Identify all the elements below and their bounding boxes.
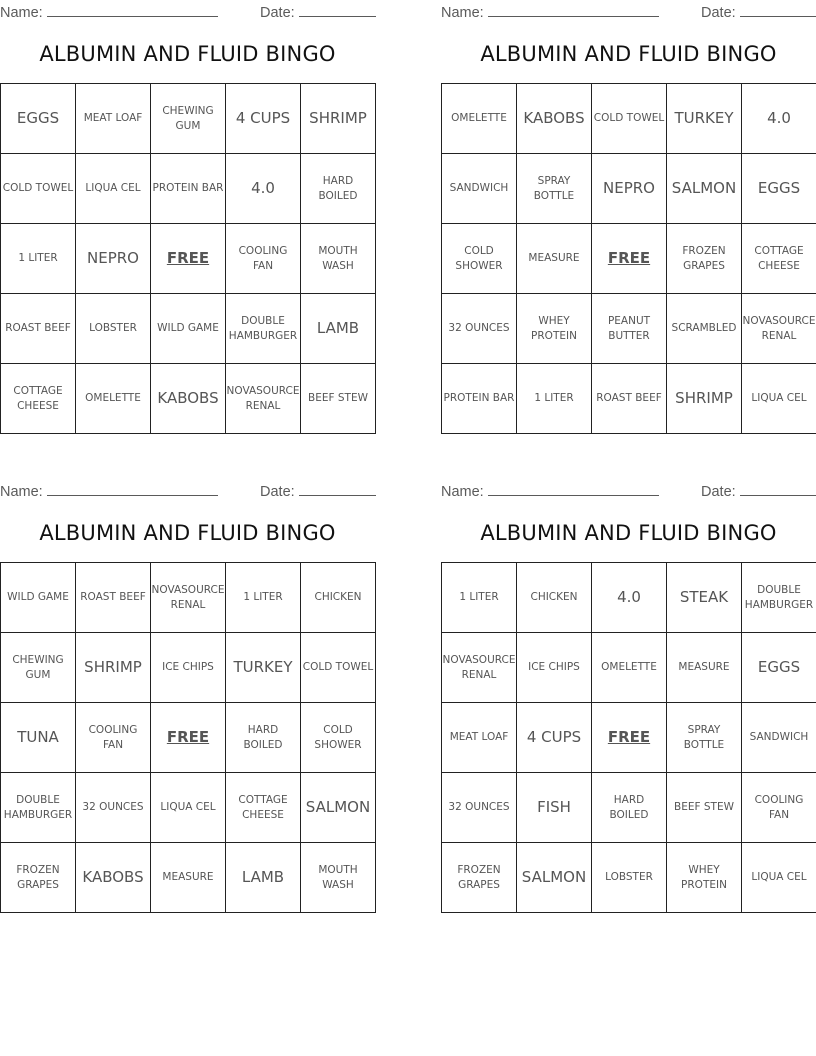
bingo-cell[interactable]: NEPRO (592, 154, 667, 224)
bingo-cell[interactable]: EGGS (1, 84, 76, 154)
bingo-cell[interactable]: TURKEY (667, 84, 742, 154)
bingo-cell[interactable]: LAMB (226, 843, 301, 913)
bingo-cell[interactable]: SPRAY BOTTLE (667, 703, 742, 773)
bingo-cell[interactable]: PROTEIN BAR (151, 154, 226, 224)
bingo-cell[interactable]: MEAT LOAF (442, 703, 517, 773)
date-label: Date: (260, 5, 295, 21)
bingo-cell[interactable]: COLD SHOWER (301, 703, 376, 773)
bingo-cell[interactable]: 4.0 (742, 84, 816, 154)
bingo-cell[interactable]: 1 LITER (226, 563, 301, 633)
bingo-cell[interactable]: LAMB (301, 294, 376, 364)
bingo-cell[interactable]: OMELETTE (592, 633, 667, 703)
bingo-cell[interactable]: ICE CHIPS (517, 633, 592, 703)
bingo-cell[interactable]: FISH (517, 773, 592, 843)
bingo-cell[interactable]: TUNA (1, 703, 76, 773)
bingo-cell[interactable]: DOUBLE HAMBURGER (226, 294, 301, 364)
name-field[interactable] (441, 2, 659, 21)
free-space-cell[interactable]: FREE (592, 224, 667, 294)
card-title: ALBUMIN AND FLUID BINGO (480, 42, 777, 66)
bingo-cell[interactable]: 32 OUNCES (442, 773, 517, 843)
date-field[interactable] (701, 481, 816, 500)
bingo-cell[interactable]: ROAST BEEF (592, 364, 667, 434)
bingo-cell[interactable]: KABOBS (76, 843, 151, 913)
bingo-cell[interactable]: MEASURE (667, 633, 742, 703)
bingo-cell[interactable]: COOLING FAN (226, 224, 301, 294)
bingo-cell[interactable]: SANDWICH (742, 703, 816, 773)
bingo-cell[interactable]: COOLING FAN (76, 703, 151, 773)
bingo-cell[interactable]: DOUBLE HAMBURGER (742, 563, 816, 633)
bingo-cell[interactable]: LOBSTER (76, 294, 151, 364)
free-space-cell[interactable]: FREE (592, 703, 667, 773)
free-space-cell[interactable]: FREE (151, 224, 226, 294)
name-label: Name: (0, 5, 43, 21)
date-field[interactable] (260, 2, 376, 21)
date-label: Date: (701, 484, 736, 500)
bingo-cell[interactable]: COTTAGE CHEESE (1, 364, 76, 434)
bingo-grid (0, 83, 376, 434)
bingo-cell[interactable]: COOLING FAN (742, 773, 816, 843)
date-field[interactable] (260, 481, 376, 500)
bingo-cell[interactable]: MOUTH WASH (301, 224, 376, 294)
name-field[interactable] (0, 481, 218, 500)
bingo-card-4 (441, 479, 816, 891)
bingo-cell[interactable]: HARD BOILED (226, 703, 301, 773)
name-blank-line[interactable] (488, 481, 659, 496)
bingo-cell[interactable]: WHEY PROTEIN (517, 294, 592, 364)
bingo-grid (441, 83, 816, 434)
bingo-cell[interactable]: BEEF STEW (667, 773, 742, 843)
name-field[interactable] (0, 2, 218, 21)
bingo-cell[interactable]: LIQUA CEL (742, 843, 816, 913)
bingo-cell[interactable]: SCRAMBLED (667, 294, 742, 364)
bingo-cell[interactable]: 4 CUPS (226, 84, 301, 154)
date-label: Date: (701, 5, 736, 21)
bingo-cell[interactable]: NOVASOURCE RENAL (226, 364, 301, 434)
bingo-cell[interactable]: EGGS (742, 633, 816, 703)
bingo-cell[interactable]: HARD BOILED (592, 773, 667, 843)
name-label: Name: (441, 484, 484, 500)
bingo-cell[interactable]: COLD SHOWER (442, 224, 517, 294)
bingo-cell[interactable]: TURKEY (226, 633, 301, 703)
bingo-cell[interactable]: LIQUA CEL (151, 773, 226, 843)
card-title: ALBUMIN AND FLUID BINGO (480, 521, 777, 545)
name-date-row (0, 479, 376, 501)
bingo-cell[interactable]: BEEF STEW (301, 364, 376, 434)
bingo-cell[interactable]: NEPRO (76, 224, 151, 294)
bingo-cell[interactable]: LOBSTER (592, 843, 667, 913)
name-date-row (0, 0, 376, 22)
name-blank-line[interactable] (488, 2, 659, 17)
bingo-cell[interactable]: SPRAY BOTTLE (517, 154, 592, 224)
bingo-cell[interactable]: LIQUA CEL (76, 154, 151, 224)
bingo-cell[interactable]: FROZEN GRAPES (667, 224, 742, 294)
bingo-cell[interactable]: CHICKEN (517, 563, 592, 633)
bingo-cell[interactable]: KABOBS (151, 364, 226, 434)
bingo-cell[interactable]: LIQUA CEL (742, 364, 816, 434)
bingo-cell[interactable]: MOUTH WASH (301, 843, 376, 913)
bingo-card-2 (441, 0, 816, 407)
name-label: Name: (441, 5, 484, 21)
bingo-cell[interactable]: DOUBLE HAMBURGER (1, 773, 76, 843)
bingo-cell[interactable]: WHEY PROTEIN (667, 843, 742, 913)
bingo-card-3 (0, 479, 376, 891)
date-blank-line[interactable] (299, 481, 376, 496)
bingo-cell[interactable]: 4 CUPS (517, 703, 592, 773)
free-space-cell[interactable]: FREE (151, 703, 226, 773)
bingo-cell[interactable]: PEANUT BUTTER (592, 294, 667, 364)
bingo-cell[interactable]: ROAST BEEF (1, 294, 76, 364)
bingo-cell[interactable]: 32 OUNCES (76, 773, 151, 843)
bingo-cell[interactable]: NOVASOURCE RENAL (442, 633, 517, 703)
bingo-cell[interactable]: SHRIMP (76, 633, 151, 703)
card-title: ALBUMIN AND FLUID BINGO (39, 521, 336, 545)
name-date-row (441, 479, 816, 501)
bingo-cell[interactable]: 4.0 (592, 563, 667, 633)
bingo-cell[interactable]: KABOBS (517, 84, 592, 154)
bingo-cell[interactable]: 1 LITER (517, 364, 592, 434)
bingo-cell[interactable]: ROAST BEEF (76, 563, 151, 633)
name-blank-line[interactable] (47, 2, 218, 17)
bingo-cell[interactable]: HARD BOILED (301, 154, 376, 224)
bingo-cell[interactable]: CHEWING GUM (151, 84, 226, 154)
bingo-cell[interactable]: NOVASOURCE RENAL (151, 563, 226, 633)
bingo-cell[interactable]: SALMON (301, 773, 376, 843)
card-title: ALBUMIN AND FLUID BINGO (39, 42, 336, 66)
bingo-cell[interactable]: 4.0 (226, 154, 301, 224)
bingo-cell[interactable]: PROTEIN BAR (442, 364, 517, 434)
bingo-cell[interactable]: COLD TOWEL (592, 84, 667, 154)
bingo-cell[interactable]: ICE CHIPS (151, 633, 226, 703)
date-blank-line[interactable] (740, 2, 816, 17)
bingo-cell[interactable]: SHRIMP (301, 84, 376, 154)
bingo-cell[interactable]: FROZEN GRAPES (1, 843, 76, 913)
bingo-cell[interactable]: MEAT LOAF (76, 84, 151, 154)
name-date-row (441, 0, 816, 22)
bingo-cell[interactable]: SANDWICH (442, 154, 517, 224)
date-label: Date: (260, 484, 295, 500)
bingo-grid (0, 562, 376, 913)
bingo-cell[interactable]: 1 LITER (442, 563, 517, 633)
bingo-cell[interactable]: MEASURE (517, 224, 592, 294)
bingo-grid (441, 562, 816, 913)
bingo-cell[interactable]: NOVASOURCE RENAL (742, 294, 816, 364)
bingo-cell[interactable]: CHEWING GUM (1, 633, 76, 703)
bingo-cell[interactable]: COTTAGE CHEESE (226, 773, 301, 843)
bingo-cell[interactable]: WILD GAME (151, 294, 226, 364)
bingo-cell[interactable]: SALMON (667, 154, 742, 224)
bingo-cell[interactable]: COLD TOWEL (301, 633, 376, 703)
bingo-cell[interactable]: WILD GAME (1, 563, 76, 633)
name-label: Name: (0, 484, 43, 500)
bingo-cell[interactable]: SALMON (517, 843, 592, 913)
bingo-cell[interactable]: EGGS (742, 154, 816, 224)
bingo-cell[interactable]: FROZEN GRAPES (442, 843, 517, 913)
bingo-cell[interactable]: COTTAGE CHEESE (742, 224, 816, 294)
bingo-card-1 (0, 0, 376, 412)
bingo-cell[interactable]: COLD TOWEL (1, 154, 76, 224)
bingo-cell[interactable]: SHRIMP (667, 364, 742, 434)
bingo-cell[interactable]: 32 OUNCES (442, 294, 517, 364)
bingo-cell[interactable]: OMELETTE (76, 364, 151, 434)
bingo-cell[interactable]: OMELETTE (442, 84, 517, 154)
bingo-cell[interactable]: MEASURE (151, 843, 226, 913)
date-field[interactable] (701, 2, 816, 21)
bingo-cell[interactable]: 1 LITER (1, 224, 76, 294)
date-blank-line[interactable] (299, 2, 376, 17)
bingo-cell[interactable]: CHICKEN (301, 563, 376, 633)
name-blank-line[interactable] (47, 481, 218, 496)
name-field[interactable] (441, 481, 659, 500)
bingo-cell[interactable]: STEAK (667, 563, 742, 633)
date-blank-line[interactable] (740, 481, 816, 496)
